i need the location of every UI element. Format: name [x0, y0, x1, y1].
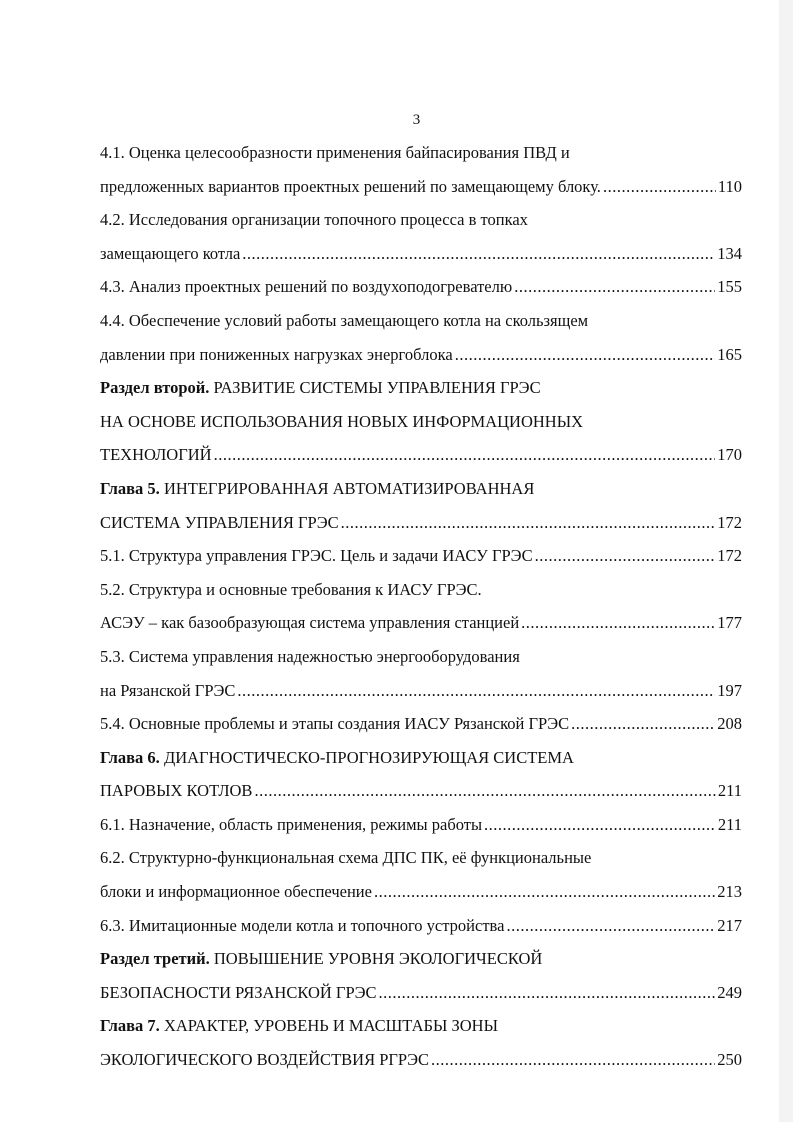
toc-entry-text: 5.1. Структура управления ГРЭС. Цель и задачи ИАСУ ГРЭС [100, 546, 533, 566]
toc-page-number: 155 [717, 277, 742, 297]
toc-entry [100, 1043, 742, 1077]
toc-dot-leader [603, 170, 716, 204]
toc-entry-text: НА ОСНОВЕ ИСПОЛЬЗОВАНИЯ НОВЫХ ИНФОРМАЦИОННЫХ [100, 411, 584, 431]
toc-entry [100, 237, 742, 271]
toc-page-number: 172 [717, 512, 742, 532]
toc-page-number: 208 [717, 714, 742, 734]
toc-page-number: 211 [717, 814, 742, 834]
toc-entry [100, 909, 742, 943]
toc-entry [100, 942, 742, 976]
toc-entry [100, 506, 742, 540]
toc-entry [100, 304, 742, 338]
toc-entry-title [100, 539, 533, 573]
toc-entry-text: давлении при пониженных нагрузках энергоблока [100, 344, 453, 364]
toc-entry-text: 6.3. Имитационные модели котла и топочного устройства [100, 915, 505, 935]
toc-entry-text: ПАРОВЫХ КОТЛОВ [100, 781, 253, 801]
toc-entry-title [100, 674, 235, 708]
toc-entry-title [100, 237, 240, 271]
toc-page-number: 110 [717, 176, 742, 196]
toc-entry-title [100, 942, 542, 976]
toc-entry-heading-label: Глава 5. [100, 478, 160, 498]
toc-entry [100, 841, 742, 875]
toc-entry-title [100, 841, 591, 875]
toc-entry-text: ПОВЫШЕНИЕ УРОВНЯ ЭКОЛОГИЧЕСКОЙ [209, 949, 543, 969]
toc-entry [100, 371, 742, 405]
toc-entry-title [100, 506, 339, 540]
toc-entry-text: ТЕХНОЛОГИЙ [100, 445, 212, 465]
toc-entry-title [100, 774, 252, 808]
toc-entry [100, 808, 742, 842]
toc-entry [100, 976, 742, 1010]
toc-entry [100, 707, 742, 741]
toc-dot-leader [379, 976, 716, 1010]
toc-entry-title [100, 304, 588, 338]
toc-dot-leader [506, 909, 715, 943]
toc-entry [100, 539, 742, 573]
toc-entry-text: 4.3. Анализ проектных решений по воздухоподогревателю [100, 277, 513, 297]
toc-entry-title [100, 438, 212, 472]
toc-entry-title [100, 875, 372, 909]
toc-entry-text: замещающего котла [100, 243, 241, 263]
toc-dot-leader [341, 506, 716, 540]
toc-page-number: 170 [717, 445, 742, 465]
toc-entry [100, 1009, 742, 1043]
toc-entry [100, 674, 742, 708]
toc-entry-text: 4.2. Исследования организации топочного процесса в топках [100, 210, 528, 230]
toc-entry-text: предложенных вариантов проектных решений по замещающему блоку. [100, 176, 601, 196]
toc-entry [100, 438, 742, 472]
toc-entry-title [100, 808, 482, 842]
toc-page-number: 211 [717, 781, 742, 801]
toc-dot-leader [455, 338, 716, 372]
toc-dot-leader [535, 539, 716, 573]
toc-entry-title [100, 573, 482, 607]
toc-page-number: 177 [717, 613, 742, 633]
toc-entry-text: ЭКОЛОГИЧЕСКОГО ВОЗДЕЙСТВИЯ РГРЭС [100, 1050, 429, 1070]
toc-entry [100, 203, 742, 237]
toc-entry-text: СИСТЕМА УПРАВЛЕНИЯ ГРЭС [100, 512, 339, 532]
toc-dot-leader [242, 237, 715, 271]
toc-dot-leader [571, 707, 715, 741]
toc-entry-text: БЕЗОПАСНОСТИ РЯЗАНСКОЙ ГРЭС [100, 982, 377, 1002]
toc-dot-leader [237, 674, 715, 708]
toc-dot-leader [521, 606, 715, 640]
toc-entry-text: РАЗВИТИЕ СИСТЕМЫ УПРАВЛЕНИЯ ГРЭС [209, 378, 541, 398]
toc-page-number: 249 [717, 982, 742, 1002]
toc-dot-leader [374, 875, 715, 909]
toc-entry-title [100, 606, 519, 640]
toc-entry-title [100, 741, 574, 775]
toc-entry [100, 606, 742, 640]
toc-entry-text: 6.1. Назначение, область применения, режимы работы [100, 814, 483, 834]
toc-entry [100, 774, 742, 808]
page-number: 3 [412, 112, 421, 128]
toc-entry-text: 6.2. Структурно-функциональная схема ДПС ПК, её функциональные [100, 848, 592, 868]
toc-entry-title [100, 909, 504, 943]
toc-entry-title [100, 371, 541, 405]
toc-page-number: 197 [717, 680, 742, 700]
toc-entry-title [100, 338, 453, 372]
toc-page-number: 134 [717, 243, 742, 263]
toc-entry-text: 5.3. Система управления надежностью энергооборудования [100, 646, 520, 666]
toc-entry-title [100, 405, 583, 439]
toc-dot-leader [254, 774, 715, 808]
toc-entry-title [100, 472, 534, 506]
toc-entry-title [100, 136, 570, 170]
toc-entry-text: ИНТЕГРИРОВАННАЯ АВТОМАТИЗИРОВАННАЯ [159, 478, 535, 498]
toc-entry [100, 405, 742, 439]
toc-dot-leader [514, 270, 715, 304]
toc-entry-text: на Рязанской ГРЭС [100, 680, 236, 700]
toc-entry [100, 136, 742, 170]
toc-entry-title [100, 707, 569, 741]
toc-entry-title [100, 203, 528, 237]
toc-entry-title [100, 1043, 429, 1077]
toc-page-number: 250 [717, 1050, 742, 1070]
toc-entry-heading-label: Раздел второй. [100, 378, 210, 398]
toc-entry [100, 338, 742, 372]
toc-entry-heading-label: Раздел третий. [100, 949, 210, 969]
toc-entry-title [100, 170, 601, 204]
toc-entry-title [100, 640, 520, 674]
toc-page-number: 165 [717, 344, 742, 364]
toc-page-number: 172 [717, 546, 742, 566]
toc-entry-text: АСЭУ – как базообразующая система управления станцией [100, 613, 520, 633]
toc-entry-heading-label: Глава 7. [100, 1016, 160, 1036]
toc-entry [100, 875, 742, 909]
toc-entry-text: 4.4. Обеспечение условий работы замещающего котла на скользящем [100, 310, 589, 330]
table-of-contents [100, 136, 742, 1077]
toc-entry [100, 573, 742, 607]
toc-entry-text: ДИАГНОСТИЧЕСКО-ПРОГНОЗИРУЮЩАЯ СИСТЕМА [159, 747, 574, 767]
toc-entry [100, 640, 742, 674]
toc-entry-text: 4.1. Оценка целесообразности применения байпасирования ПВД и [100, 143, 570, 162]
toc-entry [100, 472, 742, 506]
toc-entry-heading-label: Глава 6. [100, 747, 160, 767]
toc-entry [100, 270, 742, 304]
toc-entry [100, 741, 742, 775]
toc-dot-leader [431, 1043, 715, 1077]
page-edge [779, 0, 793, 1122]
toc-page-number: 213 [717, 882, 742, 902]
toc-entry-text: блоки и информационное обеспечение [100, 882, 372, 902]
toc-entry-title [100, 270, 512, 304]
toc-entry-title [100, 976, 377, 1010]
toc-entry [100, 170, 742, 204]
toc-entry-text: 5.2. Структура и основные требования к ИАСУ ГРЭС. [100, 579, 482, 599]
toc-dot-leader [484, 808, 716, 842]
toc-entry-text: ХАРАКТЕР, УРОВЕНЬ И МАСШТАБЫ ЗОНЫ [159, 1016, 498, 1036]
toc-dot-leader [214, 438, 716, 472]
toc-entry-title [100, 1009, 498, 1043]
toc-entry-text: 5.4. Основные проблемы и этапы создания ИАСУ Рязанской ГРЭС [100, 714, 570, 734]
toc-page-number: 217 [717, 915, 742, 935]
